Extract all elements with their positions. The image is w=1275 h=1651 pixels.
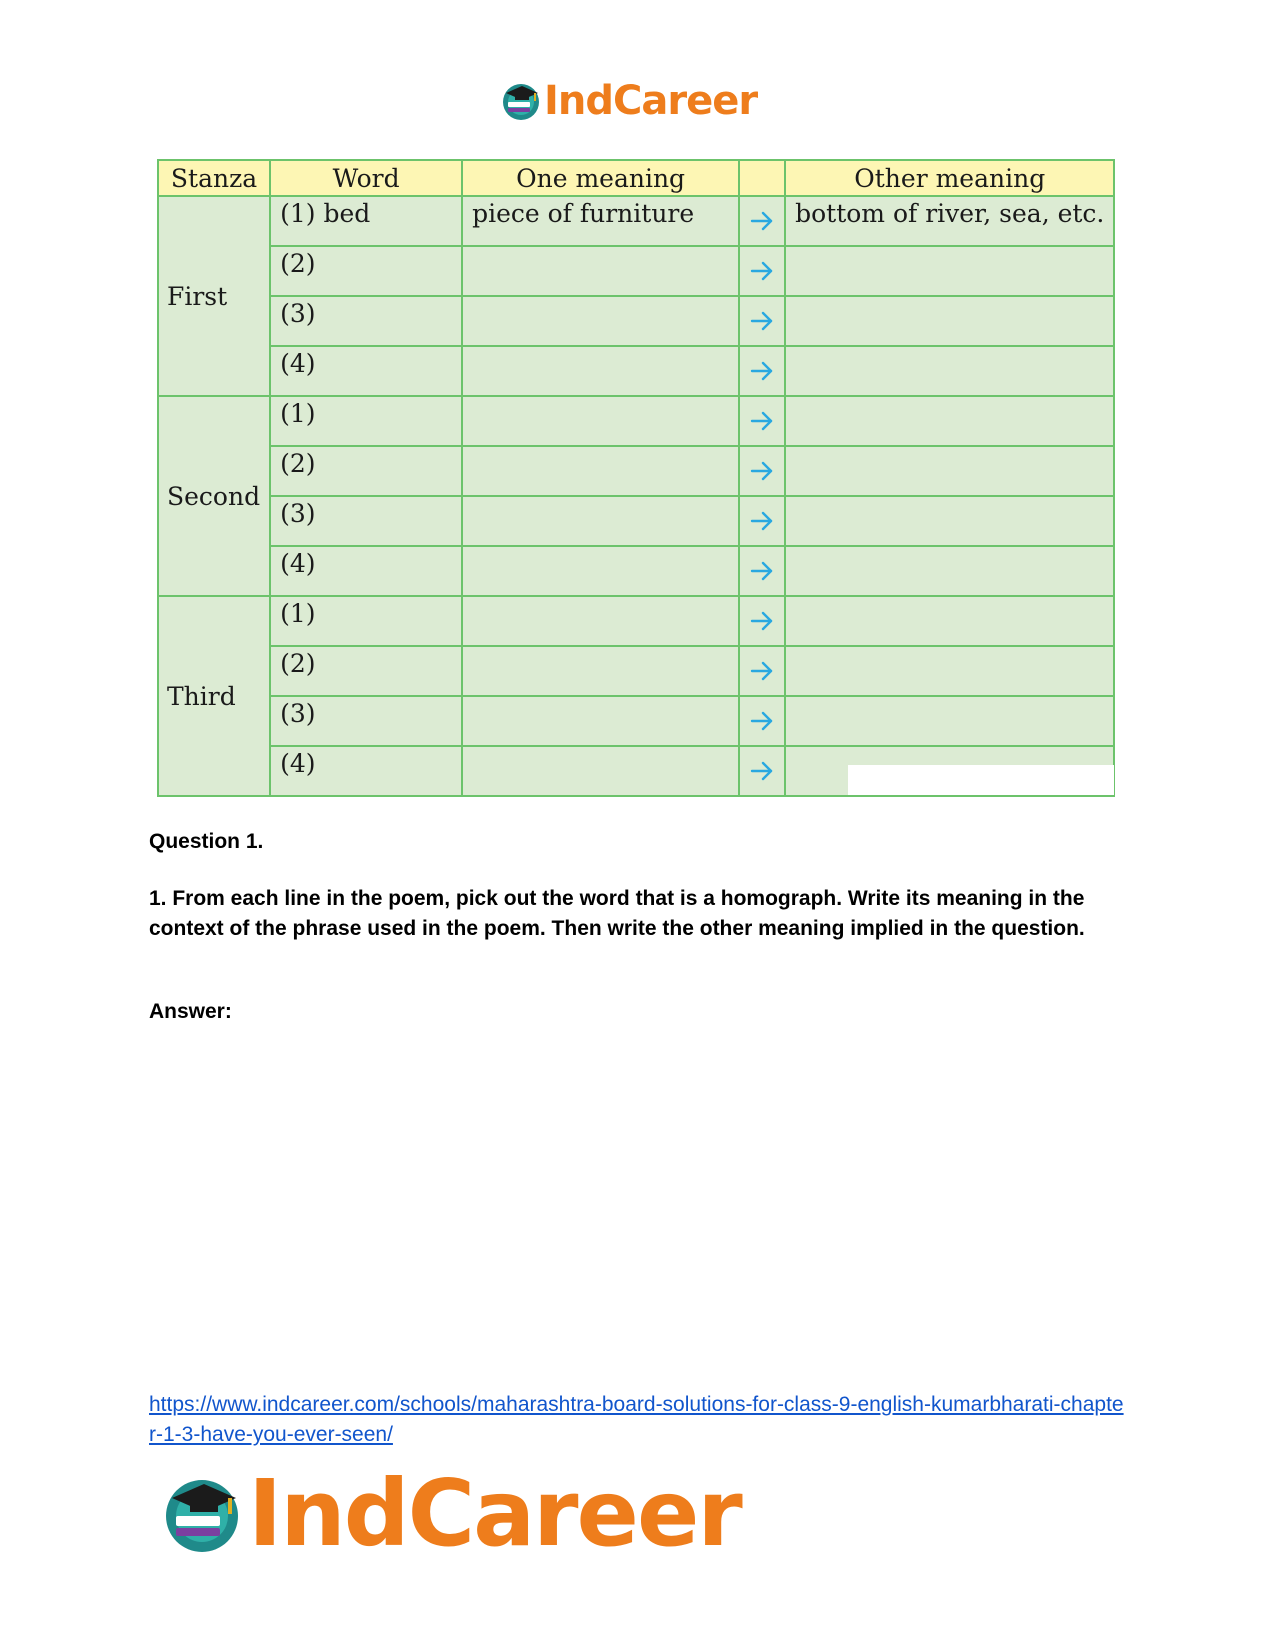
header-word: Word: [270, 160, 462, 196]
arrow-right-icon: [750, 510, 774, 532]
table-row: [158, 446, 1114, 496]
table-row: [158, 546, 1114, 596]
one-meaning-cell: [462, 646, 739, 696]
arrow-cell: [739, 496, 785, 546]
header-one-meaning: One meaning: [462, 160, 739, 196]
other-meaning-cell: [785, 646, 1114, 696]
table-row: [158, 596, 1114, 646]
arrow-right-icon: [750, 760, 774, 782]
one-meaning-cell: [462, 746, 739, 796]
word-cell: (1): [270, 396, 462, 446]
arrow-cell: [739, 746, 785, 796]
other-meaning-cell: [785, 446, 1114, 496]
homograph-table: [157, 159, 1115, 797]
arrow-right-icon: [750, 210, 774, 232]
arrow-cell: [739, 446, 785, 496]
arrow-cell: [739, 646, 785, 696]
table-row: [158, 696, 1114, 746]
arrow-right-icon: [750, 360, 774, 382]
other-meaning-cell: [785, 396, 1114, 446]
table-row: [158, 196, 1114, 246]
answer-label: Answer:: [149, 1000, 232, 1023]
arrow-right-icon: [750, 260, 774, 282]
table-row: [158, 296, 1114, 346]
other-meaning-cell: [785, 696, 1114, 746]
table-row: [158, 396, 1114, 446]
other-meaning-cell: [785, 496, 1114, 546]
arrow-cell: [739, 696, 785, 746]
header-stanza: Stanza: [158, 160, 270, 196]
table-row: [158, 496, 1114, 546]
arrow-right-icon: [750, 610, 774, 632]
arrow-cell: [739, 346, 785, 396]
arrow-cell: [739, 596, 785, 646]
arrow-right-icon: [750, 310, 774, 332]
header-arrow: [739, 160, 785, 196]
arrow-cell: [739, 246, 785, 296]
word-cell: (4): [270, 746, 462, 796]
one-meaning-cell: piece of furniture: [462, 196, 739, 246]
table-row: [158, 246, 1114, 296]
other-meaning-cell: [785, 546, 1114, 596]
word-cell: (3): [270, 496, 462, 546]
word-cell: (4): [270, 346, 462, 396]
word-cell: (2): [270, 246, 462, 296]
question-title: Question 1.: [149, 830, 264, 853]
one-meaning-cell: [462, 546, 739, 596]
arrow-right-icon: [750, 410, 774, 432]
one-meaning-cell: [462, 296, 739, 346]
table-row: [158, 646, 1114, 696]
word-cell: (3): [270, 296, 462, 346]
arrow-right-icon: [750, 710, 774, 732]
one-meaning-cell: [462, 346, 739, 396]
blank-patch: [848, 765, 1114, 795]
word-cell: (1): [270, 596, 462, 646]
other-meaning-cell: bottom of river, sea, etc.: [785, 196, 1114, 246]
arrow-cell: [739, 396, 785, 446]
one-meaning-cell: [462, 496, 739, 546]
header-other-meaning: Other meaning: [785, 160, 1114, 196]
table-header-row: [158, 160, 1114, 196]
other-meaning-cell: [785, 596, 1114, 646]
table-row: [158, 346, 1114, 396]
graduation-book-icon: [160, 1472, 244, 1556]
arrow-cell: [739, 546, 785, 596]
table-body: [158, 196, 1114, 796]
header-logo[interactable]: [500, 80, 757, 122]
graduation-book-icon: [500, 80, 542, 122]
arrow-right-icon: [750, 660, 774, 682]
one-meaning-cell: [462, 596, 739, 646]
word-cell: (3): [270, 696, 462, 746]
word-cell: (2): [270, 446, 462, 496]
one-meaning-cell: [462, 446, 739, 496]
word-cell: (1) bed: [270, 196, 462, 246]
other-meaning-cell: [785, 246, 1114, 296]
arrow-cell: [739, 196, 785, 246]
word-cell: (4): [270, 546, 462, 596]
question-body: 1. From each line in the poem, pick out the word that is a homograph. Write its meaning in the context of the phrase used in the poem. Then write the other meaning implied in the question.: [149, 887, 1085, 940]
one-meaning-cell: [462, 696, 739, 746]
one-meaning-cell: [462, 246, 739, 296]
other-meaning-cell: [785, 296, 1114, 346]
stanza-cell: First: [158, 196, 270, 396]
arrow-cell: [739, 296, 785, 346]
stanza-cell: Third: [158, 596, 270, 796]
arrow-right-icon: [750, 460, 774, 482]
other-meaning-cell: [785, 346, 1114, 396]
logo-wordmark: IndCareer: [544, 78, 758, 124]
source-link[interactable]: https://www.indcareer.com/schools/maharashtra-board-solutions-for-class-9-english-kumarbharati-chapter-1-3-have-you-ever-seen/: [149, 1393, 1124, 1446]
footer-logo[interactable]: [160, 1460, 741, 1567]
arrow-right-icon: [750, 560, 774, 582]
one-meaning-cell: [462, 396, 739, 446]
logo-wordmark: IndCareer: [248, 1460, 741, 1567]
word-cell: (2): [270, 646, 462, 696]
stanza-cell: Second: [158, 396, 270, 596]
